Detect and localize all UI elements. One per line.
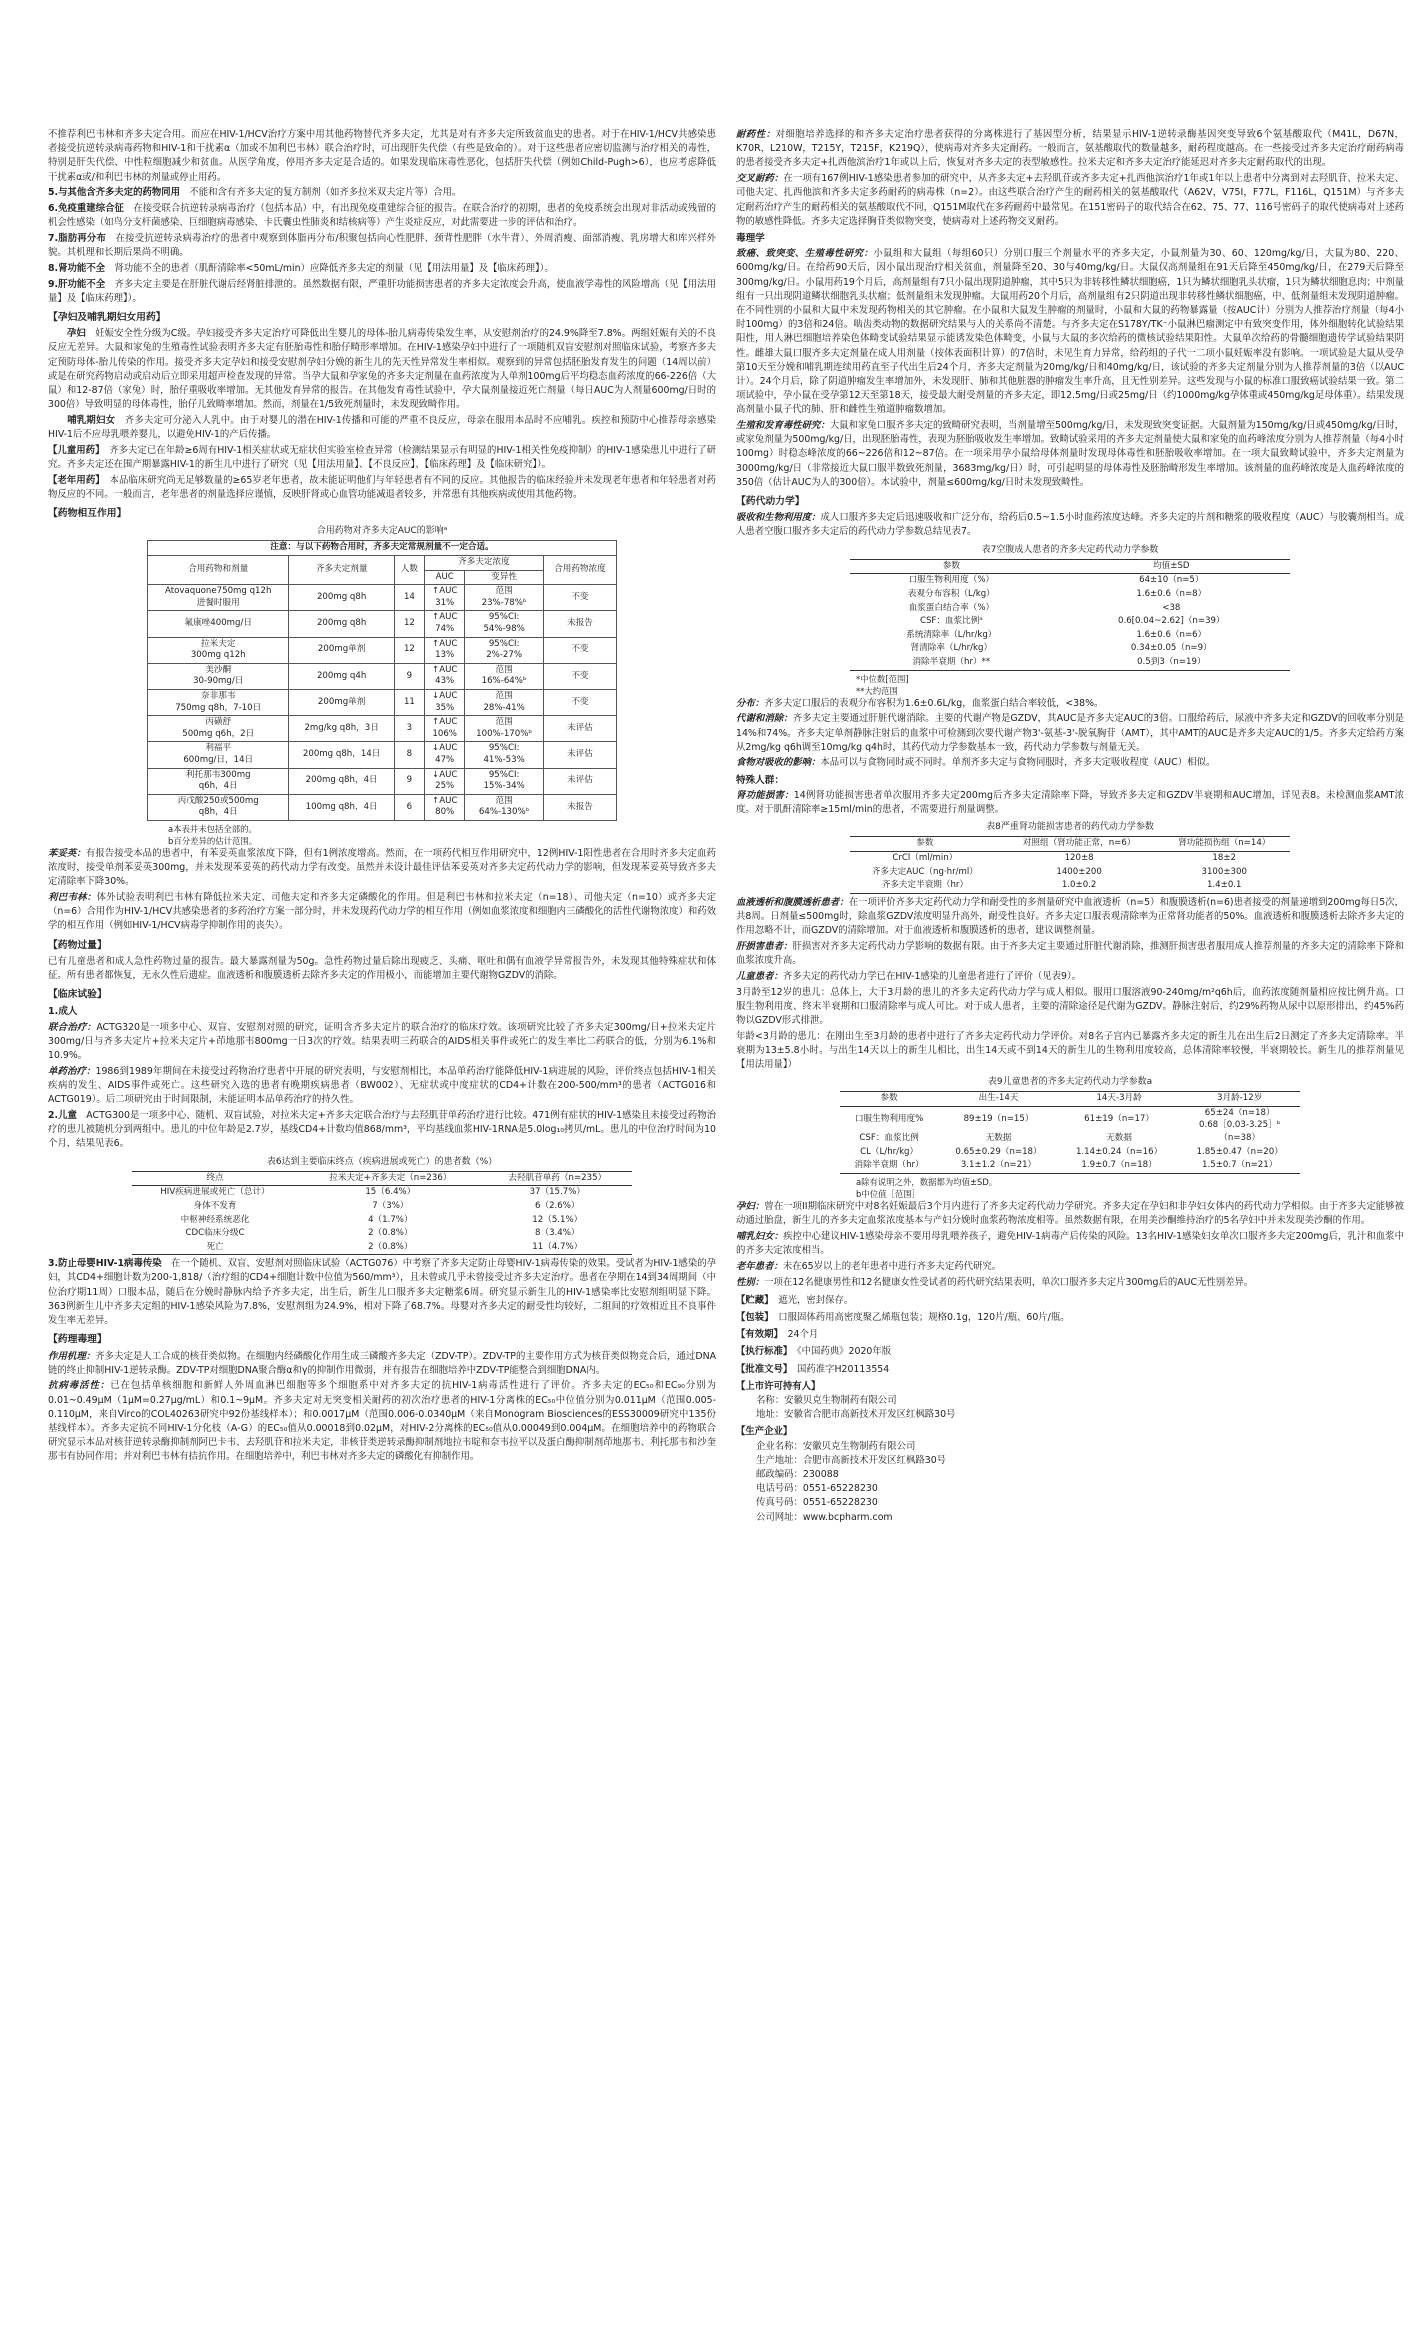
- table-body: [148, 585, 617, 821]
- table-cell: 11: [394, 690, 424, 716]
- label: 孕妇：: [736, 1201, 765, 1213]
- label: 哺乳妇女：: [736, 1230, 784, 1242]
- column-header: 出生-14天: [938, 1092, 1059, 1107]
- table-row: [850, 629, 1290, 643]
- paragraph: 齐多夫定是人工合成的核苷类似物。在细胞内经磷酸化作用生成三磷酸齐多夫定（ZDV-TP）。ZDV-TP的主要作用方式为核苷类似物竞合后，通过DNA链的终止抑制HIV-1逆转录酶。ZDV-TP对细胞DNA聚合酶α和γ的抑制作用微弱，并有报告在细胞培养中ZDV-TP能整合到细胞DNA内。: [48, 1350, 716, 1376]
- heading-8: 8.肾功能不全: [48, 262, 105, 274]
- paragraph: 齐多夫定主要通过肝脏代谢消除。主要的代谢产物是GZDV，其AUC是齐多夫定AUC的3倍。口服给药后，尿液中齐多夫定和GZDV的回收率分别是14%和74%。齐多夫定单剂静脉注射后的血浆中可检测到次要代谢产物3'-氨基-3'-脱氧胸苷（AMT），其中AMT的AUC是齐多夫定AUC的1/5。齐多夫定给药方案从2mg/kg q6h调至10mg/kg q4h时，其药代动力学参数基本一致，药代动力学参数与剂量无关。: [736, 713, 1404, 753]
- paragraph: 14例肾功能损害患者单次服用齐多夫定200mg后齐多夫定清除率下降，导致齐多夫定和GZDV半衰期和AUC增加，详见表8。未检测血浆AMT浓度。对于肌酐清除率≥15ml/min的患者，不需要进行剂量调整。: [736, 789, 1404, 816]
- fax-number: 传真号码：0551-65228230: [756, 1497, 878, 1509]
- sub-heading: 2.儿童: [48, 1109, 77, 1121]
- table-cell: 15（6.4%）: [365, 1187, 416, 1198]
- table-row: [850, 866, 1290, 880]
- table-row: [840, 1107, 1300, 1133]
- column-header: 肾功能损伤组（n=14）: [1158, 837, 1290, 852]
- approval-number: 国药准字H20113554: [796, 1363, 890, 1375]
- label: 苯妥英：: [48, 847, 86, 859]
- paragraph: 在接受联合抗逆转录病毒治疗（包括本品）中，有出现免疫重建综合征的报告。在联合治疗的初期，患者的免疫系统会出现对非活动或残留的机会性感染（如鸟分支杆菌感染、巨细胞病毒感染、卡氏囊虫性肺炎和结核病等）产生炎症反应，对此需要进一步的评估和治疗。: [48, 203, 716, 229]
- table-cell: 3100±300: [1201, 866, 1247, 877]
- table-footnote: b百分差异的估计范围。: [168, 835, 258, 846]
- paragraph: 已在包括单核细胞和新鲜人外周血淋巴细胞等多个细胞系中对齐多夫定的抗HIV-1病毒活性进行了评价。齐多夫定的EC₅₀和EC₉₀分别为0.01~0.49μM（1μM=0.27μg/mL）和0.1~9μM。齐多夫定对无突变相关耐药的初次治疗患者的HIV-1分离株的EC₅₀中位值分别为0.011μM（范围0.005-0.110μM，来自Virco的COL40263研究中92份基线样本）；和0.0017μM（范围0.006-0.0340μM（来自Monogram Biosciences的ESS30009研究中135份基线样本）。齐多夫定抗不同HIV-1分化枝（A-G）的EC₅₀值从0.00018到0.02μM，对HIV-2分离株的EC₅₀值从0.00049到0.004μM。在细胞培养中的药物联合研究显示本品对核苷逆转录酶抑制剂阿巴卡韦、去羟肌苷和拉米夫定，非核苷类逆转录酶抑制剂地拉韦啶和奈韦拉平以及蛋白酶抑制剂茚地那韦、利托那韦和沙奎那韦有协同作用；并对利巴韦林有拮抗作用。在细胞培养中，利巴韦林对齐多夫定的磷酸化有抑制作用。: [48, 1380, 716, 1463]
- table-row: [840, 1159, 1300, 1173]
- label: 作用机理：: [48, 1350, 96, 1362]
- paragraph: 1986到1989年期间在未接受过药物治疗患者中开展的研究表明，与安慰剂相比，本品单药治疗能降低HIV-1病进展的风险，评价终点包括HIV-1相关疾病的发生、AIDS事件或死亡。这些研究入选的患者有晚期疾病患者（BW002）、无症状或中度症状的CD4+计数在200-500/mm³的患者（ACTG016和ACTG019）。后二项研究由于时间限制，未能证明本品单药治疗的持久性。: [48, 1065, 716, 1106]
- paragraph: 小鼠组和大鼠组（每组60只）分别口服三个剂量水平的齐多夫定，小鼠剂量为30、60、120mg/kg/日，大鼠为80、220、600mg/kg/日。在给药90天后，因小鼠出现治疗相关贫血，剂量降至20、30与40mg/kg/日。大鼠仅高剂量组在91天后降至450mg/kg/日，在279天后降至300mg/kg/日。小鼠用药19个月后，高剂量组有7只小鼠出现阴道肿瘤，其中5只为非转移性鳞状细胞癌，1只为鳞状细胞乳头状瘤，1只为鳞状细胞息肉；中剂量组有一只出现阴道鳞状细胞乳头状瘤；低剂量组未发现肿瘤。大鼠用药20个月后，高剂量组有2只阴道出现非转移性鳞状细胞癌，中、低剂量组未发现阴道肿瘤。在不同性别的小鼠和大鼠中未发现药物相关的其它肿瘤。在小鼠和大鼠发生肿瘤的剂量时，小鼠和大鼠的药物暴露量（按AUC计）分别为人推荐治疗剂量（每4小时100mg）的3倍和24倍。啮齿类动物的数据研究结果与人的关系尚不清楚。与齐多夫定在S178Y/TK⁻小鼠淋巴瘤测定中有致突变作用，体外细胞转化试验结果阳性，用人淋巴细胞培养染色体畸变试验结果显示能诱发染色体畸变，小鼠与大鼠的多次给药的微核试验结果阳性。大鼠单次给药的骨髓细胞遗传学试验结果阴性。雌雄大鼠口服齐多夫定剂量在成人用剂量（按体表面积计算）的7倍时，未见生育力异常，给药组的子代一二项小鼠妊娠率没有影响。一项试验是大鼠从受孕第10天至分娩和哺乳期连续用药直至子代出生后24个月，齐多夫定剂量为20mg/kg/日和40mg/kg/日，该试验的齐多夫定剂量分别为人推荐剂量的3倍（以AUC计）。24个月后，除了阴道肿瘤发生率增加外，未发现肝、肺和其他脏器的肿瘤发生率升高，且无性别差异。这些发现与小鼠的标准口服致癌试验结果一致。第二项试验中，孕小鼠在受孕第12天至第18天，接受最大耐受剂量的齐多夫定，即12.5mg/日或25mg/日（约1000mg/kg孕体重或450mg/kg足母体重）。结果发现高剂量小鼠子代的肺、肝和雌性生殖道肿瘤数增加。: [736, 248, 1404, 416]
- table-cell: 利托那韦300mg q6h，4日: [148, 768, 289, 794]
- table-cell: 利福平 600mg/日，14日: [148, 742, 289, 768]
- paragraph: ACTG320是一项多中心、双盲、安慰剂对照的研究，证明含齐多夫定片的联合治疗的临床疗效。该项研究比较了齐多夫定300mg/日+拉米夫定片300mg/日与齐多夫定片+拉米夫定片+茚地那韦800mg一日3次的疗效。结果表明三药联合的AIDS相关事件或死亡的发生率比二药联合的低，分别为6.1%和10.9%。: [48, 1021, 716, 1062]
- table-cell: CDC临床分级C: [185, 1228, 245, 1239]
- table-cell: 14: [394, 585, 424, 611]
- table-cell: 6: [394, 794, 424, 820]
- table-row: [148, 742, 617, 768]
- table-cell: 范围 16%-64%ᵇ: [465, 663, 543, 689]
- table-cell: ↑AUC 80%: [425, 794, 465, 820]
- table-cell: （n=38）: [1219, 1133, 1261, 1144]
- section-heading: 【药代动力学】: [736, 496, 805, 508]
- table-row: [148, 768, 617, 794]
- table-cell: ↑AUC 74%: [425, 611, 465, 637]
- label: 儿童患者：: [736, 970, 783, 982]
- table-cell: 1.5±0.7（n=21）: [1202, 1160, 1278, 1171]
- table-cell: 200mg q8h，14日: [289, 742, 394, 768]
- table-cell: 未评估: [543, 716, 616, 742]
- section-heading: 【临床试验】: [48, 989, 107, 1001]
- table-row: [132, 1186, 632, 1200]
- table-cell: 不变: [543, 637, 616, 663]
- table-footnote: a本表并未包括全部的。: [168, 823, 257, 834]
- manufacturer-address: 生产地址：合肥市高新技术开发区红枫路30号: [756, 1454, 947, 1466]
- label: 哺乳期妇女: [67, 414, 116, 426]
- table-cell: 3: [394, 716, 424, 742]
- table-cell: 未报告: [543, 794, 616, 820]
- table-cell: HIV疾病进展或死亡（总计）: [160, 1187, 270, 1198]
- validity-text: 24个月: [787, 1329, 819, 1341]
- table-cell: 口服生物利用度%: [854, 1113, 924, 1124]
- table-cell: 12: [394, 611, 424, 637]
- table-row: [148, 663, 617, 689]
- paragraph: 在一个随机、双盲、安慰剂对照临床试验（ACTG076）中考察了齐多夫定防止母婴HIV-1病毒传染的效果。受试者为HIV-1感染的孕妇，其CD4+细胞计数为200-1,818/（治疗组的CD4+细胞计数中位值为560/mm³），且未曾或几乎未曾接受过齐多夫定治疗。患者在孕期在14到34周期间（中位治疗期11周）口服本品，随后在分娩时静脉内给予齐多夫定，出生后，新生儿口服齐多夫定糖浆6周。研究显示新生儿的HIV-1感染率比安慰剂组明显下降。363例新生儿中齐多夫定组的HIV-1感染风险为7.8%，安慰剂组为24.9%，相对下降了68.7%。母婴对齐多夫定的耐受性均较好，二组间的疗效相近且不良事件发生率无差异。: [48, 1258, 717, 1327]
- label: 抗病毒活性：: [48, 1380, 111, 1392]
- table-cell: 奈非那韦 750mg q8h，7-10日: [148, 690, 289, 716]
- column-header: 齐多夫定剂量: [289, 556, 394, 585]
- table-cell: 120±8: [1064, 853, 1094, 864]
- column-header: 人数: [394, 556, 424, 585]
- label: 肝损害患者：: [736, 940, 793, 952]
- table-row: [132, 1214, 632, 1228]
- label: 食物对吸收的影响：: [736, 757, 821, 769]
- table-cell: 范围 28%-41%: [465, 690, 543, 716]
- paragraph: 不推荐利巴韦林和齐多夫定合用。而应在HIV-1/HCV治疗方案中用其他药物替代齐多夫定，尤其是对有齐多夫定所致贫血史的患者。对于在HIV-1/HCV共感染患者接受抗逆转录病毒药物和HIV-1和干扰素α（加或不加利巴韦林）联合治疗时，可出现肝失代偿（有些是致命的）。对于这些患者应密切监测与治疗相关的毒性，特别是肝失代偿、中性粒细胞减少和贫血。从医学角度，停用齐多夫定是合适的。如果发现临床毒性恶化，包括肝失代偿（例如Child-Pugh>6），也应考虑降低干扰素α或/和利巴韦林的剂量或停止用药。: [48, 129, 716, 183]
- paragraph: 齐多夫定已在年龄≥6周有HIV-1相关症状或无症状但实验室检查异常（检测结果显示有明显的HIV-1相关性免疫抑制）的HIV-1感染患儿中进行了研究。齐多夫定还在围产期暴露HIV-1的新生儿中进行了研究（见【用法用量】、【不良反应】、【临床药理】及【临床研究】）。: [48, 444, 716, 470]
- table-cell: 无数据: [1106, 1133, 1132, 1144]
- label: 孕妇: [66, 328, 86, 340]
- section-heading: 【贮藏】: [736, 1294, 769, 1306]
- label: 肾功能损害：: [736, 789, 794, 801]
- table-cell: 无数据: [985, 1133, 1012, 1144]
- label: 耐药性：: [736, 129, 776, 140]
- table-cell: 拉米夫定 300mg q12h: [148, 637, 289, 663]
- table-cell: 范围 64%-130%ᵇ: [465, 794, 543, 820]
- table-cell: CrCl（ml/min）: [892, 853, 958, 864]
- column-header: 对照组（肾功能正常，n=6）: [1000, 837, 1159, 852]
- table-cell: CSF：血浆比例ᵃ: [919, 616, 983, 627]
- table-row: [148, 690, 617, 716]
- paragraph: 齐多夫定口服后的表观分布容积为1.6±0.6L/kg，血浆蛋白结合率较低，<38%。: [764, 697, 1104, 709]
- table-cell: 消除半衰期（hr）: [854, 1160, 924, 1171]
- table-cell: 7（3%）: [372, 1200, 409, 1211]
- table-cell: 血浆蛋白结合率（%）: [908, 602, 995, 613]
- column-header: 3月龄-12岁: [1179, 1092, 1300, 1107]
- label: 老年患者：: [736, 1260, 783, 1272]
- paragraph: 大鼠和家兔口服齐多夫定的致畸研究表明，当剂量增至500mg/kg/日，未发现致突变证据。大鼠剂量为150mg/kg/日或450mg/kg/日时，或家兔剂量为500mg/kg/日，出现胚胎毒性，表现为胚胎吸收发生率增加。致畸试验采用的齐多夫定剂量使大鼠和家兔的血药峰浓度分别为人推荐剂量（每4小时100mg）时稳态峰浓度的66~226倍和12~87倍。在一项采用孕小鼠给母体剂量时发现母体毒性和胚胎吸收率增加。在一项大鼠致畸试验中，齐多夫定剂量为3000mg/kg/日（非常接近大鼠口服半数致死剂量，3683mg/kg/日）时，可引起明显的母体毒性及胚胎畸形发生率增加。该剂量的血药峰浓度是人血药峰浓度的350倍（估计AUC为人的300倍）。本试验中，剂量≤600mg/kg/日时未发现致畸性。: [736, 420, 1404, 488]
- table-cell: 1.6±0.6（n=8）: [1136, 589, 1207, 600]
- column-header: 终点: [132, 1171, 298, 1186]
- table-cell: 200mg单剂: [289, 637, 394, 663]
- table-cell: 8: [394, 742, 424, 768]
- table-cell: 11（4.7%）: [532, 1241, 583, 1252]
- table-row: [850, 602, 1290, 616]
- paragraph: 对细胞培养选择的和齐多夫定治疗患者获得的分离株进行了基因型分析，结果显示HIV-1逆转录酶基因突变导致6个氨基酸取代（M41L，D67N，K70R，L210W，T215Y，T215F，K219Q），使病毒对齐多夫定耐药。一般而言，氨基酸取代的数量越多，耐药程度越高。在一些接受过齐多夫定治疗耐药病毒的患者接受齐多夫定+扎西他滨治疗1年或以上后，恢复对齐多夫定的表型敏感性。拉米夫定和齐多夫定治疗能延迟对齐多夫定耐药取代的出现。: [736, 129, 1404, 169]
- paragraph: 在一项评价齐多夫定药代动力学和耐受性的多剂量研究中血液透析（n=5）和腹膜透析(n=6)患者接受的剂量递增到200mg每日5次，共8周。日剂量≤500mg时，除血浆GZDV浓度明显升高外，耐受性良好。齐多夫定口服表观清除率为正常肾功能者的50%。血液透析和腹膜透析去除齐多夫定的作用忽略不计，而GZDV的清除增加。对于血液透析和腹膜透析的患者，建议调整剂量。: [736, 896, 1404, 937]
- table-cell: 1400±200: [1056, 866, 1102, 877]
- table-cell: 2（0.8%）: [368, 1241, 413, 1252]
- column-header: 拉米夫定+齐多夫定（n=236）: [298, 1171, 482, 1186]
- table-cell: 系统清除率（L/hr/kg）: [906, 629, 997, 640]
- table-row: [850, 588, 1290, 602]
- table-row: [850, 852, 1290, 866]
- paragraph: 齐多夫定可分泌入人乳中。由于对婴儿的潜在HIV-1传播和可能的严重不良反应，母亲在服用本品时不应哺乳。疾控和预防中心推荐母亲感染HIV-1后不应母乳喂养婴儿，以避免HIV-1的产后传播。: [48, 414, 716, 441]
- table-row: [850, 642, 1290, 656]
- table-row: [850, 615, 1290, 629]
- column-header: 参数: [850, 837, 1000, 852]
- paragraph: 一项在12名健康男性和12名健康女性受试者的药代研究结果表明，单次口服齐多夫定片300mg后的AUC无性别差异。: [764, 1276, 1254, 1288]
- phone-number: 电话号码：0551-65228230: [756, 1483, 878, 1495]
- table-row: [132, 1200, 632, 1214]
- table-cell: 37（15.7%）: [529, 1187, 585, 1198]
- table-row: [840, 1132, 1300, 1146]
- table-cell: 100mg q8h，4日: [289, 794, 394, 820]
- table-cell: 3.1±1.2（n=21）: [960, 1160, 1037, 1171]
- table-cell: ↑AUC 106%: [425, 716, 465, 742]
- table-title: 合用药物对齐多夫定AUC的影响ᵃ: [316, 526, 448, 537]
- paragraph: 疾控中心建议HIV-1感染母亲不要用母乳喂养孩子，避免HIV-1病毒产后传染的风险。13名HIV-1感染妇女单次口服齐多夫定200mg后，乳汁和血浆中的齐多夫定浓度相当。: [736, 1230, 1404, 1257]
- column-header: 齐多夫定浓度: [425, 556, 544, 571]
- endpoint-table: [132, 1171, 632, 1256]
- column-header: 合用药物和剂量: [148, 556, 289, 585]
- table-row: [840, 1146, 1300, 1160]
- paragraph: 肝损害对齐多夫定药代动力学影响的数据有限。由于齐多夫定主要通过肝脏代谢消除，推测肝损害患者服用成人推荐剂量的齐多夫定的清除率下降和血浆浓度升高。: [736, 940, 1404, 967]
- heading-6: 6.免疫重建综合征: [48, 203, 124, 215]
- table-row: [148, 611, 617, 637]
- table-cell: 未评估: [543, 768, 616, 794]
- heading-7: 7.脂肪再分布: [48, 232, 107, 244]
- paragraph: 曾在一项II期临床研究中对8名妊娠最后3个月内进行了齐多夫定药代动力学研究。齐多夫定在孕妇和非孕妇女体内的药代动力学相似。由于齐多夫定能够被动通过胎盘，新生儿的齐多夫定血浆浓度基本与产妇分娩时血浆药物浓度相等。虽然数据有限，在用美沙酮维持治疗的5名孕妇中并未发现美沙酮的作用。: [736, 1201, 1404, 1227]
- table-cell: 61±19（n=17）: [1084, 1113, 1154, 1124]
- table-footnote: b中位值［范围］: [856, 1189, 920, 1200]
- paragraph: 本品临床研究尚无足够数量的≥65岁老年患者，故未能证明他们与年轻患者有不同的反应。其他报告的临床经验并未发现老年患者和年轻患者对药物反应的不同。一般而言，老年患者的剂量选择应谨慎，反映肝肾或心血管功能减退者较多，并常患有其他疾病或使用其他药物。: [48, 474, 716, 500]
- section-heading: 【孕妇及哺乳期妇女用药】: [48, 311, 166, 323]
- paragraph: 不能和含有齐多夫定的复方制剂（如齐多拉米双夫定片等）合用。: [189, 187, 462, 199]
- table-row: [850, 656, 1290, 670]
- sub-heading: 3.防止母婴HIV-1病毒传染: [48, 1258, 162, 1270]
- renal-pk-table: [850, 836, 1290, 893]
- column-header: AUC: [425, 570, 465, 585]
- table-cell: 95%CI: 54%-98%: [465, 611, 543, 637]
- table-cell: 9: [394, 663, 424, 689]
- table-cell: 未报告: [543, 611, 616, 637]
- table-title: 表9儿童患者的齐多夫定药代动力学参数a: [987, 1077, 1153, 1088]
- table-cell: 95%CI: 41%-53%: [465, 742, 543, 768]
- paragraph: 成人口服齐多夫定后迅速吸收和广泛分布，给药后0.5~1.5小时血药浓度达峰。齐多夫定的片剂和糖浆的吸收程度（AUC）与胶囊剂相当。成人患者空腹口服齐多夫定后的药代动力学参数总结见表7。: [736, 512, 1404, 538]
- sub-heading: 毒理学: [736, 232, 765, 244]
- column-header: 参数: [840, 1092, 938, 1107]
- paragraph: 妊娠安全性分级为C级。孕妇接受齐多夫定治疗可降低出生婴儿的母体-胎儿病毒传染发生率，从安慰剂治疗的24.9%降至7.8%。两组妊娠有关的不良反应无差异。大鼠和家兔的生殖毒性试验表明齐多夫定有胚胎毒性和胎仔畸形率增加。在HIV-1感染孕妇中进行了一项随机双盲安慰剂对照临床试验，考察齐多夫定预防母体-胎儿传染的作用。接受齐多夫定孕妇和接受安慰剂孕妇分娩的新生儿的先天性异常发生率相似。观察到的异常包括胚胎发育发生的问题（14周以前）或是在研究药物启动或启动后立即采用超声检查发现的异常。当孕大鼠和孕家兔的齐多夫定剂量在血药浓度为人单剂100mg后平均稳态血药浓度的66-226倍（大鼠）和12-87倍（家兔）时，胎仔重吸收率增加。无其他发育异常的报告。在其他发育毒性试验中，孕大鼠剂量接近死亡剂量（每日AUC为人剂量600mg/日时的300倍）导致明显的母体毒性，胎仔儿致畸率增加。然而，剂量在1/5致死剂量时，未发现致畸作用。: [48, 328, 716, 411]
- table-cell: ↓AUC 35%: [425, 690, 465, 716]
- table-body: [850, 852, 1290, 894]
- holder-block: [736, 1380, 1404, 1423]
- table-cell: 美沙酮 30-90mg/日: [148, 663, 289, 689]
- column-header: 变异性: [465, 570, 543, 585]
- table-title: 表8严重肾功能损害患者的药代动力学参数: [986, 822, 1154, 833]
- table-footnote: a除有说明之外，数据都为均值±SD。: [856, 1177, 998, 1188]
- table-cell: ↑AUC 31%: [425, 585, 465, 611]
- table-cell: 丙戊酸250或500mg q8h，4日: [148, 794, 289, 820]
- postal-code: 邮政编码：230088: [756, 1469, 839, 1480]
- table-cell: 200mg单剂: [289, 690, 394, 716]
- section-heading: 【药物相互作用】: [48, 508, 127, 520]
- table-cell: 齐多夫定半衰期（hr）: [881, 880, 969, 891]
- table-cell: Atovaquone750mg q12h 进餐时服用: [148, 585, 289, 611]
- table-cell: 氟康唑400mg/日: [148, 611, 289, 637]
- section-heading: 【药物过量】: [48, 939, 107, 951]
- table-row: [148, 637, 617, 663]
- table-cell: 0.65±0.29（n=18）: [955, 1146, 1042, 1157]
- table-cell: <38: [1162, 602, 1181, 613]
- left-column: [48, 128, 716, 1466]
- label: 性别：: [736, 1276, 765, 1288]
- label: 生殖和发育毒性研究：: [736, 420, 830, 432]
- interaction-table: [147, 540, 617, 820]
- table-cell: 89±19（n=15）: [963, 1113, 1034, 1124]
- table-cell: 范围 100%-170%ᵇ: [465, 716, 543, 742]
- section-heading: 【老年用药】: [48, 474, 101, 486]
- table-cell: 8（3.4%）: [535, 1228, 580, 1239]
- section-heading: 【药理毒理】: [48, 1334, 107, 1346]
- heading-9: 9.肝功能不全: [48, 278, 106, 290]
- manufacturer-block: [736, 1425, 1404, 1524]
- storage-text: 遮光，密封保存。: [778, 1294, 854, 1306]
- table-row: [132, 1241, 632, 1255]
- table-cell: 18±2: [1212, 853, 1237, 864]
- table-cell: 消除半衰期（hr）**: [912, 657, 991, 668]
- holder-name: 名称：安徽贝克生物制药有限公司: [756, 1394, 897, 1406]
- table-row: [132, 1227, 632, 1241]
- label: 联合治疗：: [48, 1021, 97, 1033]
- column-header: 去羟肌苷单药（n=235）: [483, 1171, 632, 1186]
- table-row: [850, 574, 1290, 588]
- table-footnote: **大约范围: [856, 685, 898, 696]
- label: 代谢和消除：: [736, 713, 793, 725]
- table-cell: 1.6±0.6（n=6）: [1136, 629, 1207, 640]
- table-cell: 0.5到3（n=19）: [1137, 657, 1206, 668]
- table-cell: 肾清除率（L/hr/kg）: [910, 643, 993, 654]
- paragraph: 肾功能不全的患者（肌酐清除率<50mL/min）应降低齐多夫定的剂量（见【用法用量】及【临床药理】）。: [114, 262, 554, 274]
- holder-address: 地址：安徽省合肥市高新技术开发区红枫路30号: [756, 1409, 956, 1421]
- table-cell: 200mg q4h: [289, 663, 394, 689]
- paragraph: 在接受抗逆转录病毒治疗的患者中观察到体脂再分布/积聚包括向心性肥胖、颈背性肥胖（水牛背）、外周消瘦、面部消瘦、乳房增大和库兴样外貌。其机理和长期后果尚不明确。: [48, 232, 716, 259]
- table-cell: 身体不发育: [193, 1200, 237, 1211]
- heading-5: 5.与其他含齐多夫定的药物同用: [48, 187, 180, 199]
- package-text: 口服固体药用高密度聚乙烯瓶包装；规格0.1g，120片/瓶、60片/瓶。: [778, 1311, 1070, 1323]
- table-row: [148, 716, 617, 742]
- table-body: [850, 574, 1290, 670]
- table-cell: 12（5.1%）: [532, 1214, 583, 1225]
- table-cell: 200mg q8h: [289, 585, 394, 611]
- paragraph: 有报告接受本品的患者中，有苯妥英血浆浓度下降，但有1例浓度增高。然而，在一项药代相互作用研究中，12例HIV-1阳性患者在合用时齐多夫定血药浓度时，接受单剂苯妥英300mg，并未发现苯妥英的药代动力学有改变。虽然并未设计最佳评估苯妥英对齐多夫定药代动力学的影响，但发现苯妥英导致齐多夫定清除率下降30%。: [48, 847, 716, 888]
- table-note: 注意：与以下药物合用时，齐多夫定常规剂量不一定合适。: [148, 541, 617, 556]
- pk-params-table: [850, 559, 1290, 671]
- table-cell: 1.85±0.47（n=20）: [1196, 1146, 1283, 1157]
- paragraph: 年龄<3月龄的患儿：在刚出生至3月龄的患者中进行了齐多夫定药代动力学评价。对8名子宫内已暴露齐多夫定的新生儿在出生后2日测定了齐多夫定清除率。半衰期为13±5.8小时。与出生14天以上的新生儿相比，出生14天或不到14天的新生儿的生物利用度较高，总体清除率较慢，半衰期较长。新生儿的推荐剂量见【用法用量】）: [736, 1030, 1404, 1071]
- table-cell: 不变: [543, 663, 616, 689]
- label: 单药治疗：: [48, 1065, 96, 1077]
- table-cell: ↓AUC 25%: [425, 768, 465, 794]
- label: 吸收和生物利用度：: [736, 512, 821, 524]
- table-cell: 0.6[0.04~2.62]（n=39）: [1118, 616, 1225, 627]
- column-header: 14天-3月龄: [1059, 1092, 1180, 1107]
- table-cell: 丙磺舒 500mg q6h，2日: [148, 716, 289, 742]
- table-cell: 死亡: [206, 1241, 224, 1252]
- table-cell: 65±24（n=18） 0.68［0.03-3.25］ᵇ: [1199, 1108, 1281, 1130]
- table-cell: 齐多夫定AUC（ng·hr/ml）: [871, 866, 978, 877]
- table-cell: 不变: [543, 690, 616, 716]
- table-cell: 1.4±0.1: [1206, 880, 1242, 891]
- table-cell: 4（1.7%）: [368, 1214, 413, 1225]
- paragraph: ACTG300是一项多中心、随机、双盲试验，对拉米夫定+齐多夫定联合治疗与去羟肌苷单药治疗进行比较。471例有症状的HIV-1感染且未接受过药物治疗的患儿被随机分到两组中。患儿的中位年龄是2.7岁，基线CD4+计数均值868/mm³，平均基线血浆HIV-1RNA是5.0log₁₀拷贝/mL。患儿的中位治疗时间为10个月，结果见表6。: [48, 1109, 716, 1150]
- sub-heading: 特殊人群：: [736, 774, 784, 786]
- table-cell: 200mg q8h，4日: [289, 768, 394, 794]
- table-cell: ↑AUC 43%: [425, 663, 465, 689]
- table-cell: 2（0.8%）: [368, 1228, 413, 1239]
- standard-text: 《中国药典》2020年版: [796, 1346, 892, 1358]
- table-cell: CSF：血浆比例: [859, 1133, 919, 1144]
- table-cell: 12: [394, 637, 424, 663]
- column-header: 参数: [850, 559, 1053, 574]
- table-title: 表7空腹成人患者的齐多夫定药代动力学参数: [981, 544, 1159, 555]
- manufacturer-name: 企业名称：安徽贝克生物制药有限公司: [756, 1440, 916, 1452]
- table-cell: 95%CI: 2%-27%: [465, 637, 543, 663]
- table-body: [840, 1107, 1300, 1174]
- paragraph: 在一项有167例HIV-1感染患者参加的研究中，从齐多夫定+去羟肌苷或齐多夫定+扎西他滨治疗1年或1年以上患者中分离到对去羟肌苷、拉米夫定、司他夫定、扎西他滨和齐多夫定多药耐药的病毒株（n=2）。由这些联合治疗产生的耐药相关的氨基酸取代（A62V，V75I，F77L，F116L，Q151M）与齐多夫定耐药治疗产生的耐药相关的氨基酸取代不同，Q151M取代在多药耐药中最常见。在151密码子的取代结合在62、75、77、116号密码子的取代使病毒对上述药物的敏感性降低。齐多夫定选择胸苷类似物突变，使病毒对上述药物交叉耐药。: [736, 173, 1404, 227]
- table-body: [132, 1186, 632, 1255]
- table-cell: 1.0±0.2: [1061, 880, 1097, 891]
- section-heading: 【包装】: [736, 1311, 769, 1323]
- table-cell: 未评估: [543, 742, 616, 768]
- section-heading: 【执行标准】: [736, 1346, 788, 1358]
- table-cell: 6（2.6%）: [535, 1200, 580, 1211]
- paragraph: 体外试验表明利巴韦林有降低拉米夫定、司他夫定和齐多夫定磷酸化的作用。但是利巴韦林和拉米夫定（n=18）、司他夫定（n=10）或齐多夫定（n=6）合用作为HIV-1/HCV共感染患者的多药治疗方案一部分时，并未发现药代动力学的相互作用（例如血浆浓度和细胞内三磷酸化的活性代谢物浓度）和药效学的相互作用（例如HIV-1/HCV病毒学抑制作用的丧失）。: [48, 892, 716, 932]
- table-cell: 0.34±0.05（n=9）: [1130, 643, 1212, 654]
- label: 分布：: [736, 697, 765, 709]
- column-header: 均值±SD: [1053, 559, 1290, 574]
- table-cell: 中枢神经系统恶化: [180, 1214, 250, 1225]
- table-cell: ↑AUC 13%: [425, 637, 465, 663]
- table-cell: 1.9±0.7（n=18）: [1081, 1160, 1157, 1171]
- table-cell: 95%CI: 15%-34%: [465, 768, 543, 794]
- table-cell: 200mg q8h: [289, 611, 394, 637]
- paragraph: 齐多夫定主要是在肝脏代谢后经肾脏排泄的。虽然数据有限，严重肝功能损害患者的齐多夫定浓度会升高，使血液学毒性的风险增高（见【用法用量】及【临床药理】）。: [48, 278, 716, 304]
- table-cell: 表观分布容积（L/kg）: [907, 589, 995, 600]
- table-cell: 不变: [543, 585, 616, 611]
- table-cell: 64±10（n=5）: [1139, 575, 1204, 586]
- website-link[interactable]: 公司网址：www.bcpharm.com: [756, 1511, 893, 1523]
- section-heading: 【有效期】: [736, 1329, 779, 1341]
- label: 交叉耐药：: [736, 173, 784, 185]
- table-cell: 2mg/kg q8h，3日: [289, 716, 394, 742]
- section-heading: 【上市许可持有人】: [736, 1380, 821, 1392]
- table-title: 表6达到主要临床终点（疾病进展或死亡）的患者数（%）: [266, 1156, 498, 1167]
- label: 血液透析和腹膜透析患者：: [736, 896, 849, 908]
- table-row: [148, 794, 617, 820]
- label: 致癌、致突变、生殖毒性研究：: [736, 248, 874, 260]
- table-cell: ↓AUC 47%: [425, 742, 465, 768]
- table-cell: 1.14±0.24（n=16）: [1075, 1146, 1163, 1157]
- paragraph: 未在65岁以上的老年患者中进行齐多夫定药代研究。: [782, 1260, 1002, 1272]
- column-header: 合用药物浓度: [543, 556, 616, 585]
- paragraph: 已有儿童患者和成人急性药物过量的报告。最大暴露剂量为50g。急性药物过量后除出现疲乏、头痛、呕吐和偶有血液学异常报告外，未发现其他特殊症状和体征。所有患者都恢复，无永久性后遗症。血液透析和腹膜透析去除齐多夫定的作用极小，而能增加主要代谢物GZDV的消除。: [48, 955, 716, 982]
- paragraph: 3月龄至12岁的患儿：总体上，大于3月龄的患儿的齐多夫定药代动力学与成人相似。服用口服溶液90-240mg/m²q6h后，血药浓度随剂量相应按比例升高。口服生物利用度、终末半衰期和口服清除率与成人可比。对于成人患者，主要的清除途径是代谢为GZDV。静脉注射后，约29%药物从尿中以原形排出，约45%药物以GZDV形式排泄。: [736, 986, 1404, 1026]
- table-row: [148, 585, 617, 611]
- pediatric-pk-table: [840, 1091, 1300, 1174]
- section-heading: 【批准文号】: [736, 1363, 788, 1375]
- sub-heading: 1.成人: [48, 1006, 78, 1018]
- table-cell: CL（L/hr/kg）: [860, 1146, 919, 1157]
- table-row: [850, 879, 1290, 893]
- table-cell: 口服生物利用度（%）: [908, 575, 995, 586]
- section-heading: 【儿童用药】: [48, 444, 100, 456]
- table-footnote: *中位数[范围]: [856, 673, 909, 684]
- paragraph: 本品可以与食物同时或不同时。单剂齐多夫定与食物同服时，齐多夫定吸收程度（AUC）相似。: [820, 757, 1216, 769]
- paragraph: 齐多夫定的药代动力学已在HIV-1感染的儿童患者进行了评价（见表9）。: [782, 970, 1082, 982]
- right-column: [736, 128, 1404, 1525]
- label: 利巴韦林：: [48, 892, 97, 904]
- table-cell: 9: [394, 768, 424, 794]
- section-heading: 【生产企业】: [736, 1426, 793, 1438]
- table-cell: 范围 23%-78%ᵇ: [465, 585, 543, 611]
